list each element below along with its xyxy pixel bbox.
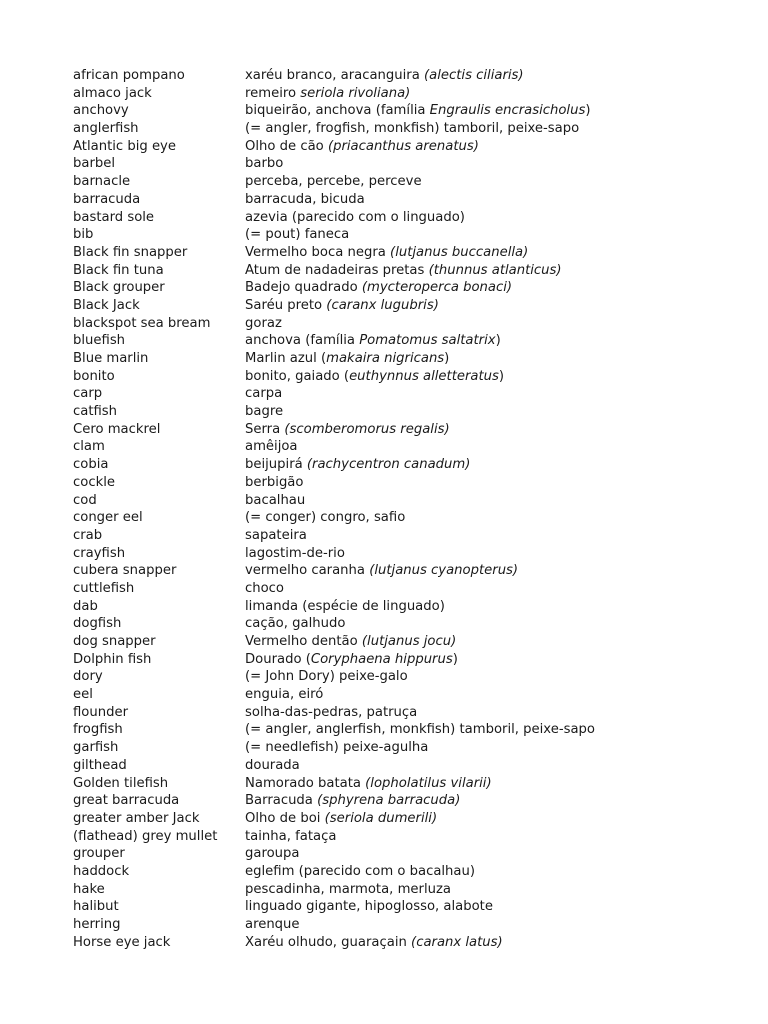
translation-text: Vermelho dentão	[245, 634, 362, 649]
portuguese-translation	[245, 828, 753, 846]
translation-text: )	[444, 351, 450, 366]
glossary-row	[73, 315, 753, 333]
translation-text: )	[585, 103, 591, 119]
translation-text: sapateira	[245, 527, 307, 543]
english-term: Cero mackrel	[73, 421, 161, 437]
portuguese-translation	[245, 916, 753, 934]
glossary-row	[73, 633, 753, 651]
english-term: bonito	[73, 368, 115, 384]
english-term: cobia	[73, 457, 109, 473]
scientific-name: (priacanthus arenatus)	[327, 138, 479, 154]
glossary-row	[73, 368, 753, 386]
portuguese-translation	[245, 633, 753, 651]
glossary-row	[73, 67, 753, 85]
translation-text: vermelho caranha	[245, 563, 370, 579]
english-term: Dolphin fish	[73, 651, 152, 667]
glossary-row	[73, 545, 753, 563]
english-term: african pompano	[73, 68, 185, 83]
translation-text: Olho de boi	[245, 810, 325, 826]
scientific-name: euthynnus alletteratus	[349, 368, 499, 384]
translation-text: (= needlefish) peixe-agulha	[245, 740, 429, 756]
translation-text: )	[452, 651, 458, 667]
english-term: cockle	[73, 474, 115, 490]
scientific-name: Pomatomus saltatrix	[359, 333, 496, 349]
glossary-row	[73, 881, 753, 899]
glossary-row	[73, 297, 753, 315]
english-term: halibut	[73, 899, 119, 915]
english-term: anglerfish	[73, 121, 139, 137]
scientific-name: (lopholatilus vilarii)	[365, 775, 492, 791]
glossary-row	[73, 191, 753, 209]
english-term: clam	[73, 439, 105, 455]
translation-text: solha-das-pedras, patruça	[245, 704, 418, 720]
english-term: dogfish	[73, 616, 122, 632]
translation-text: Dourado (	[245, 651, 311, 667]
english-term: Black fin snapper	[73, 244, 188, 260]
portuguese-translation	[245, 721, 753, 739]
translation-text: beijupirá	[245, 457, 307, 473]
portuguese-translation	[245, 739, 753, 757]
portuguese-translation	[245, 509, 753, 527]
portuguese-translation	[245, 863, 753, 881]
translation-text: Saréu preto	[245, 297, 327, 313]
translation-text: dourada	[245, 757, 300, 773]
glossary-row	[73, 350, 753, 368]
portuguese-translation	[245, 120, 753, 138]
english-term: cod	[73, 492, 97, 508]
glossary-row	[73, 668, 753, 686]
scientific-name: (caranx lugubris)	[326, 297, 439, 313]
translation-text: Olho de cão	[245, 138, 328, 154]
translation-text: eglefim (parecido com o bacalhau)	[245, 863, 476, 879]
translation-text: (= angler, anglerfish, monkfish) tamboril, peixe-sapo	[245, 722, 595, 738]
scientific-name: (lutjanus cyanopterus)	[369, 563, 519, 579]
glossary-row	[73, 775, 753, 793]
portuguese-translation	[245, 898, 753, 916]
glossary-row	[73, 456, 753, 474]
glossary-row	[73, 792, 753, 810]
english-term: Golden tilefish	[73, 775, 169, 791]
portuguese-translation	[245, 615, 753, 633]
english-term: dog snapper	[73, 634, 156, 649]
translation-text: xaréu branco, aracanguira	[245, 68, 424, 83]
english-term: bluefish	[73, 333, 126, 349]
portuguese-translation	[245, 262, 753, 280]
glossary-row	[73, 385, 753, 403]
scientific-name: (seriola dumerili)	[324, 810, 438, 826]
translation-text: Atum de nadadeiras pretas	[245, 262, 429, 278]
portuguese-translation	[245, 792, 753, 810]
translation-text: arenque	[245, 917, 300, 932]
portuguese-translation	[245, 527, 753, 545]
english-term: blackspot sea bream	[73, 315, 211, 331]
translation-text: Namorado batata	[245, 775, 366, 791]
translation-text: (= pout) faneca	[245, 227, 350, 243]
portuguese-translation	[245, 775, 753, 793]
glossary-row	[73, 562, 753, 580]
glossary-row	[73, 155, 753, 173]
english-term: gilthead	[73, 757, 127, 773]
translation-text: berbigão	[245, 474, 304, 490]
english-term: eel	[73, 687, 93, 703]
scientific-name: (thunnus atlanticus)	[428, 262, 562, 278]
translation-text: pescadinha, marmota, merluza	[245, 881, 451, 897]
scientific-name: (lutjanus jocu)	[361, 634, 457, 649]
english-term: conger eel	[73, 510, 143, 526]
portuguese-translation	[245, 244, 753, 262]
portuguese-translation	[245, 403, 753, 421]
glossary-row	[73, 863, 753, 881]
translation-text: remeiro	[245, 85, 301, 101]
portuguese-translation	[245, 102, 753, 120]
english-term: great barracuda	[73, 793, 180, 809]
glossary-row	[73, 721, 753, 739]
translation-text: Marlin azul (	[245, 351, 327, 366]
glossary-row	[73, 739, 753, 757]
portuguese-translation	[245, 598, 753, 616]
english-term: anchovy	[73, 103, 129, 119]
translation-text: Serra	[245, 421, 285, 437]
translation-text: (= conger) congro, safio	[245, 510, 406, 526]
glossary-row	[73, 102, 753, 120]
scientific-name: (scomberomorus regalis)	[284, 421, 450, 437]
glossary-row	[73, 704, 753, 722]
glossary-row	[73, 138, 753, 156]
english-term: crayfish	[73, 545, 126, 561]
glossary-row	[73, 85, 753, 103]
scientific-name: (mycteroperca bonaci)	[361, 280, 513, 296]
glossary-row	[73, 226, 753, 244]
glossary-row	[73, 845, 753, 863]
english-term: flounder	[73, 704, 128, 720]
translation-text: barracuda, bicuda	[245, 191, 365, 207]
glossary-row	[73, 615, 753, 633]
translation-text: barbo	[245, 156, 284, 172]
portuguese-translation	[245, 881, 753, 899]
translation-text: azevia (parecido com o linguado)	[245, 209, 465, 225]
english-term: grouper	[73, 846, 125, 862]
english-term: Black fin tuna	[73, 262, 164, 278]
fish-glossary	[73, 67, 753, 951]
scientific-name: (rachycentron canadum)	[306, 457, 471, 473]
glossary-row	[73, 757, 753, 775]
english-term: bastard sole	[73, 209, 155, 225]
portuguese-translation	[245, 562, 753, 580]
glossary-row	[73, 474, 753, 492]
scientific-name: Engraulis encrasicholus	[429, 103, 586, 119]
english-term: (flathead) grey mullet	[73, 828, 218, 844]
glossary-row	[73, 916, 753, 934]
portuguese-translation	[245, 173, 753, 191]
portuguese-translation	[245, 191, 753, 209]
scientific-name: (lutjanus buccanella)	[390, 244, 529, 260]
glossary-row	[73, 421, 753, 439]
portuguese-translation	[245, 155, 753, 173]
glossary-row	[73, 810, 753, 828]
portuguese-translation	[245, 456, 753, 474]
english-term: herring	[73, 917, 121, 932]
translation-text: lagostim-de-rio	[245, 545, 345, 561]
translation-text: garoupa	[245, 846, 300, 862]
portuguese-translation	[245, 757, 753, 775]
english-term: Horse eye jack	[73, 934, 171, 950]
glossary-row	[73, 173, 753, 191]
glossary-row	[73, 509, 753, 527]
glossary-row	[73, 120, 753, 138]
portuguese-translation	[245, 332, 753, 350]
glossary-row	[73, 651, 753, 669]
english-term: crab	[73, 527, 103, 543]
english-term: Atlantic big eye	[73, 138, 176, 154]
scientific-name: (alectis ciliaris)	[423, 68, 524, 83]
glossary-row	[73, 598, 753, 616]
english-term: frogfish	[73, 722, 123, 738]
portuguese-translation	[245, 368, 753, 386]
portuguese-translation	[245, 686, 753, 704]
translation-text: Vermelho boca negra	[245, 244, 391, 260]
english-term: dory	[73, 669, 103, 685]
english-term: Blue marlin	[73, 351, 149, 366]
translation-text: limanda (espécie de linguado)	[245, 598, 445, 614]
scientific-name: (sphyrena barracuda)	[317, 793, 461, 809]
english-term: garfish	[73, 740, 119, 756]
translation-text: )	[498, 368, 505, 384]
translation-text: bagre	[245, 404, 284, 420]
glossary-row	[73, 898, 753, 916]
translation-text: (= John Dory) peixe-galo	[245, 669, 408, 685]
english-term: haddock	[73, 863, 130, 879]
translation-text: Xaréu olhudo, guaraçain	[245, 934, 412, 950]
translation-text: anchova (família	[245, 333, 360, 349]
translation-text: biqueirão, anchova (família	[245, 103, 430, 119]
translation-text: enguia, eiró	[245, 687, 324, 703]
english-term: cuttlefish	[73, 580, 135, 596]
scientific-name: (caranx latus)	[411, 934, 503, 950]
scientific-name: Coryphaena hippurus	[310, 651, 453, 667]
translation-text: bacalhau	[245, 492, 306, 508]
portuguese-translation	[245, 545, 753, 563]
portuguese-translation	[245, 492, 753, 510]
glossary-row	[73, 279, 753, 297]
english-term: carp	[73, 386, 103, 402]
portuguese-translation	[245, 138, 753, 156]
glossary-row	[73, 209, 753, 227]
glossary-row	[73, 580, 753, 598]
translation-text: goraz	[245, 315, 282, 331]
english-term: Black Jack	[73, 297, 140, 313]
portuguese-translation	[245, 421, 753, 439]
english-term: greater amber Jack	[73, 810, 200, 826]
portuguese-translation	[245, 85, 753, 103]
glossary-row	[73, 492, 753, 510]
portuguese-translation	[245, 226, 753, 244]
portuguese-translation	[245, 845, 753, 863]
english-term: barbel	[73, 156, 116, 172]
translation-text: carpa	[245, 386, 283, 402]
scientific-name: seriola rivoliana)	[300, 85, 411, 101]
english-term: Black grouper	[73, 280, 165, 296]
glossary-row	[73, 332, 753, 350]
portuguese-translation	[245, 580, 753, 598]
english-term: barracuda	[73, 191, 141, 207]
scientific-name: makaira nigricans	[326, 351, 445, 366]
translation-text: )	[495, 333, 501, 349]
translation-text: (= angler, frogfish, monkfish) tamboril, peixe-sapo	[245, 121, 580, 137]
portuguese-translation	[245, 209, 753, 227]
portuguese-translation	[245, 934, 753, 952]
glossary-row	[73, 527, 753, 545]
translation-text: cação, galhudo	[245, 616, 346, 632]
translation-text: Barracuda	[245, 793, 318, 809]
translation-text: perceba, percebe, perceve	[245, 174, 422, 190]
portuguese-translation	[245, 350, 753, 368]
translation-text: tainha, fataça	[245, 828, 337, 844]
glossary-row	[73, 244, 753, 262]
english-term: bib	[73, 227, 94, 243]
portuguese-translation	[245, 810, 753, 828]
glossary-row	[73, 828, 753, 846]
translation-text: linguado gigante, hipoglosso, alabote	[245, 899, 493, 915]
portuguese-translation	[245, 704, 753, 722]
portuguese-translation	[245, 651, 753, 669]
translation-text: bonito, gaiado (	[245, 368, 350, 384]
portuguese-translation	[245, 297, 753, 315]
glossary-row	[73, 438, 753, 456]
translation-text: amêijoa	[245, 439, 298, 455]
english-term: hake	[73, 881, 105, 897]
portuguese-translation	[245, 438, 753, 456]
english-term: catfish	[73, 404, 118, 420]
portuguese-translation	[245, 67, 753, 85]
portuguese-translation	[245, 315, 753, 333]
glossary-row	[73, 403, 753, 421]
portuguese-translation	[245, 474, 753, 492]
portuguese-translation	[245, 279, 753, 297]
translation-text: Badejo quadrado	[245, 280, 362, 296]
glossary-row	[73, 934, 753, 952]
portuguese-translation	[245, 668, 753, 686]
portuguese-translation	[245, 385, 753, 403]
glossary-row	[73, 686, 753, 704]
translation-text: choco	[245, 580, 284, 596]
english-term: almaco jack	[73, 85, 152, 101]
glossary-row	[73, 262, 753, 280]
english-term: cubera snapper	[73, 563, 177, 579]
english-term: dab	[73, 598, 98, 614]
english-term: barnacle	[73, 174, 131, 190]
